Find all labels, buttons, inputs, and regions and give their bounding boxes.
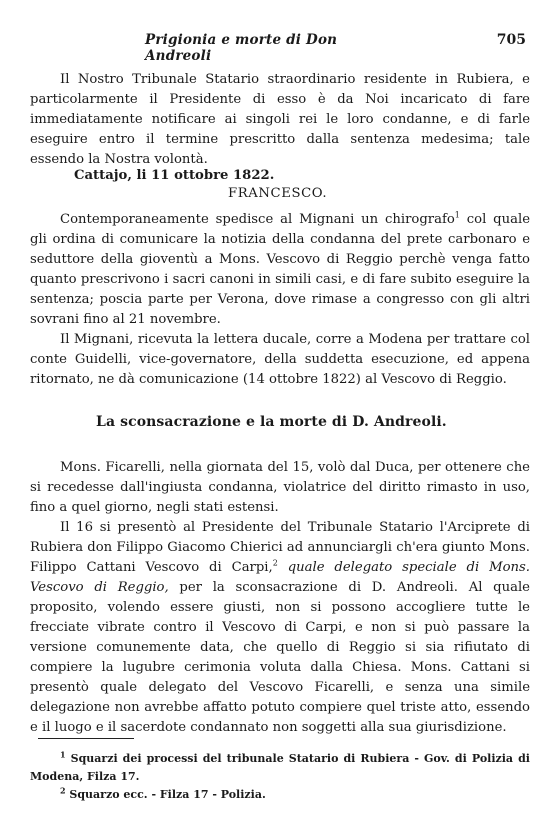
footnote-ref-1[interactable]: 1 xyxy=(454,210,460,220)
narrative-paragraph-1 xyxy=(30,210,530,330)
page-number: 705 xyxy=(496,32,526,48)
signature: FRANCESCO. xyxy=(228,186,328,201)
dateline: Cattajo, li 11 ottobre 1822. xyxy=(74,168,275,183)
footnote-text: Squarzo ecc. - Filza 17 - Polizia. xyxy=(69,788,266,801)
footnotes xyxy=(30,750,530,804)
narrative-p1-text-a: Contemporaneamente spedisce al Mignani un chirografo xyxy=(60,212,455,227)
section-paragraph-2 xyxy=(30,518,530,738)
footnote-2 xyxy=(30,786,530,804)
footnote-1 xyxy=(30,750,530,786)
running-title: Prigionia e morte di Don Andreoli xyxy=(145,32,338,64)
footnote-number: 1 xyxy=(60,749,66,760)
narrative-block xyxy=(30,210,530,390)
section-heading: La sconsacrazione e la morte di D. Andreoli. xyxy=(96,414,447,430)
section-paragraph-1: Mons. Ficarelli, nella giornata del 15, volò dal Duca, per ottenere che si recedesse dall'ingiusta condanna, violatrice del diritto rimasto in uso, fino a quel giorno, negli stati estensi. xyxy=(30,460,530,515)
footnote-text: Squarzi dei processi del tribunale Statario di Rubiera - Gov. di Polizia di Modena, Filza 17. xyxy=(30,752,530,783)
section-p2-text-b: per la sconsacrazione di D. Andreoli. Al quale proposito, volendo essere giusti, non si possono accogliere tutte le frecciate vibrate contro il Vescovo di Carpi, e non si può passare la versione comunemente data, che quello di Reggio si sia rifiutato di compiere la lugubre cerimonia voluta dalla Chiesa. Mons. Cattani si presentò quale delegato del Vescovo Ficarelli, e senza una simile delegazione non avrebbe affatto potuto compiere quel triste atto, essendo e il luogo e il sacerdote condannato non soggetti alla sua giurisdizione. xyxy=(30,580,530,735)
narrative-p1-text-b: col quale gli ordina di comunicare la notizia della condanna del prete carbonaro e seduttore della gioventù a Mons. Vescovo di Reggio perchè venga fatto quanto prescrivono i sacri canoni in simili casi, e di fare subito eseguire la sentenza; poscia parte per Verona, dove rimase a congresso con gli altri sovrani fino al 21 novembre. xyxy=(30,212,530,327)
section-p2-italic: quale delegato speciale di Mons. Vescovo di Reggio, xyxy=(30,560,530,595)
footnote-divider xyxy=(38,738,134,739)
decree-block xyxy=(30,70,530,170)
footnote-number: 2 xyxy=(60,785,66,796)
decree-paragraph: Il Nostro Tribunale Statario straordinario residente in Rubiera, e particolarmente il Presidente di esso è da Noi incaricato di fare immediatamente notificare ai singoli rei le loro condanne, e di farle eseguire entro il termine prescritto dalla sentenza medesima; tale essendo la Nostra volontà. xyxy=(30,72,530,167)
footnote-ref-2[interactable]: 2 xyxy=(272,558,278,568)
section-block xyxy=(30,458,530,738)
narrative-paragraph-2: Il Mignani, ricevuta la lettera ducale, corre a Modena per trattare col conte Guidelli, vice-governatore, della suddetta esecuzione, ed appena ritornato, ne dà comunicazione (14 ottobre 1822) al Vescovo di Reggio. xyxy=(30,332,530,387)
section-p2-text-a: Il 16 si presentò al Presidente del Tribunale Statario l'Arciprete di Rubiera don Filippo Giacomo Chierici ad annunciargli ch'era giunto Mons. Filippo Cattani Vescovo di Carpi, xyxy=(30,520,530,575)
